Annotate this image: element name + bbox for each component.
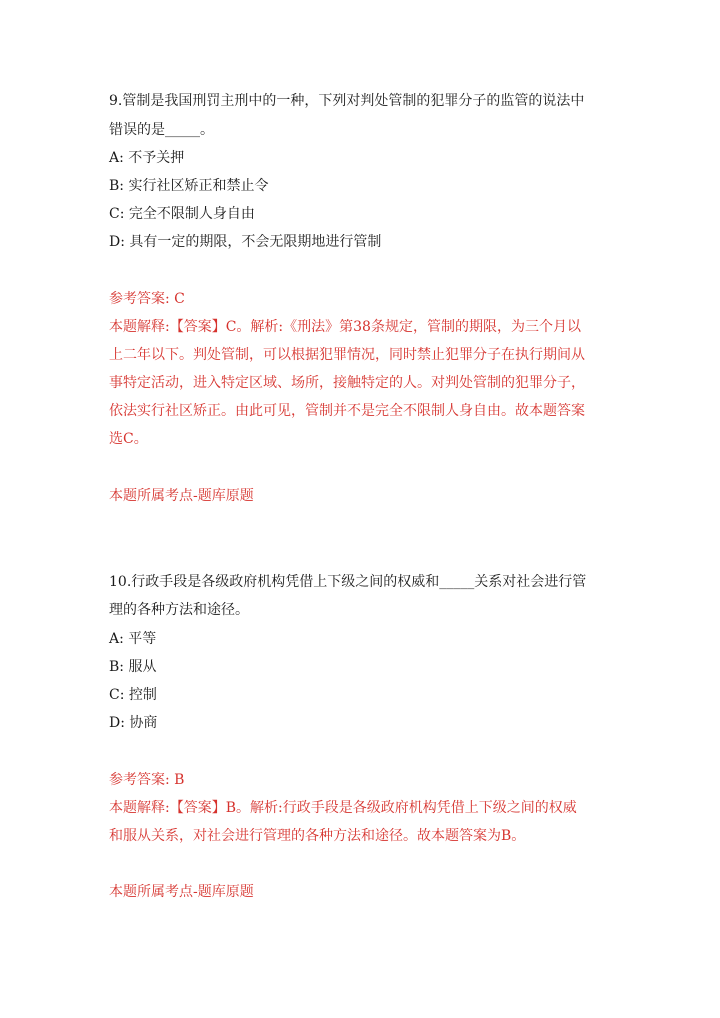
question-stem-line: 理的各种方法和途径。	[109, 602, 249, 618]
option-b: B: 服从	[109, 659, 157, 675]
explanation-line: 本题解释:【答案】B。解析:行政手段是各级政府机构凭借上下级之间的权威	[109, 800, 577, 816]
question-stem-line: 10.行政手段是各级政府机构凭借上下级之间的权威和_____关系对社会进行管	[109, 574, 587, 590]
reference-answer: 参考答案: C	[109, 291, 185, 307]
option-d: D: 具有一定的期限，不会无限期地进行管制	[109, 234, 382, 250]
topic-source: 本题所属考点-题库原题	[109, 884, 254, 900]
option-d: D: 协商	[109, 715, 158, 731]
explanation-line: 事特定活动，进入特定区域、场所，接触特定的人。对判处管制的犯罪分子，	[109, 375, 585, 391]
explanation-line: 上二年以下。判处管制，可以根据犯罪情况，同时禁止犯罪分子在执行期间从	[109, 347, 585, 363]
option-c: C: 控制	[109, 687, 157, 703]
option-a: A: 平等	[109, 631, 157, 647]
option-a: A: 不予关押	[109, 150, 185, 166]
explanation-line: 选C。	[109, 431, 148, 447]
option-b: B: 实行社区矫正和禁止令	[109, 178, 269, 194]
question-stem-line: 错误的是_____。	[109, 122, 214, 138]
question-stem-line: 9.管制是我国刑罚主刑中的一种，下列对判处管制的犯罪分子的监管的说法中	[109, 93, 585, 109]
explanation-line: 依法实行社区矫正。由此可见，管制并不是完全不限制人身自由。故本题答案	[109, 403, 585, 419]
topic-source: 本题所属考点-题库原题	[109, 488, 254, 504]
option-c: C: 完全不限制人身自由	[109, 206, 255, 222]
explanation-line: 本题解释:【答案】C。解析:《刑法》第38条规定，管制的期限，为三个月以	[109, 319, 581, 335]
explanation-line: 和服从关系，对社会进行管理的各种方法和途径。故本题答案为B。	[109, 828, 526, 844]
reference-answer: 参考答案: B	[109, 772, 185, 788]
